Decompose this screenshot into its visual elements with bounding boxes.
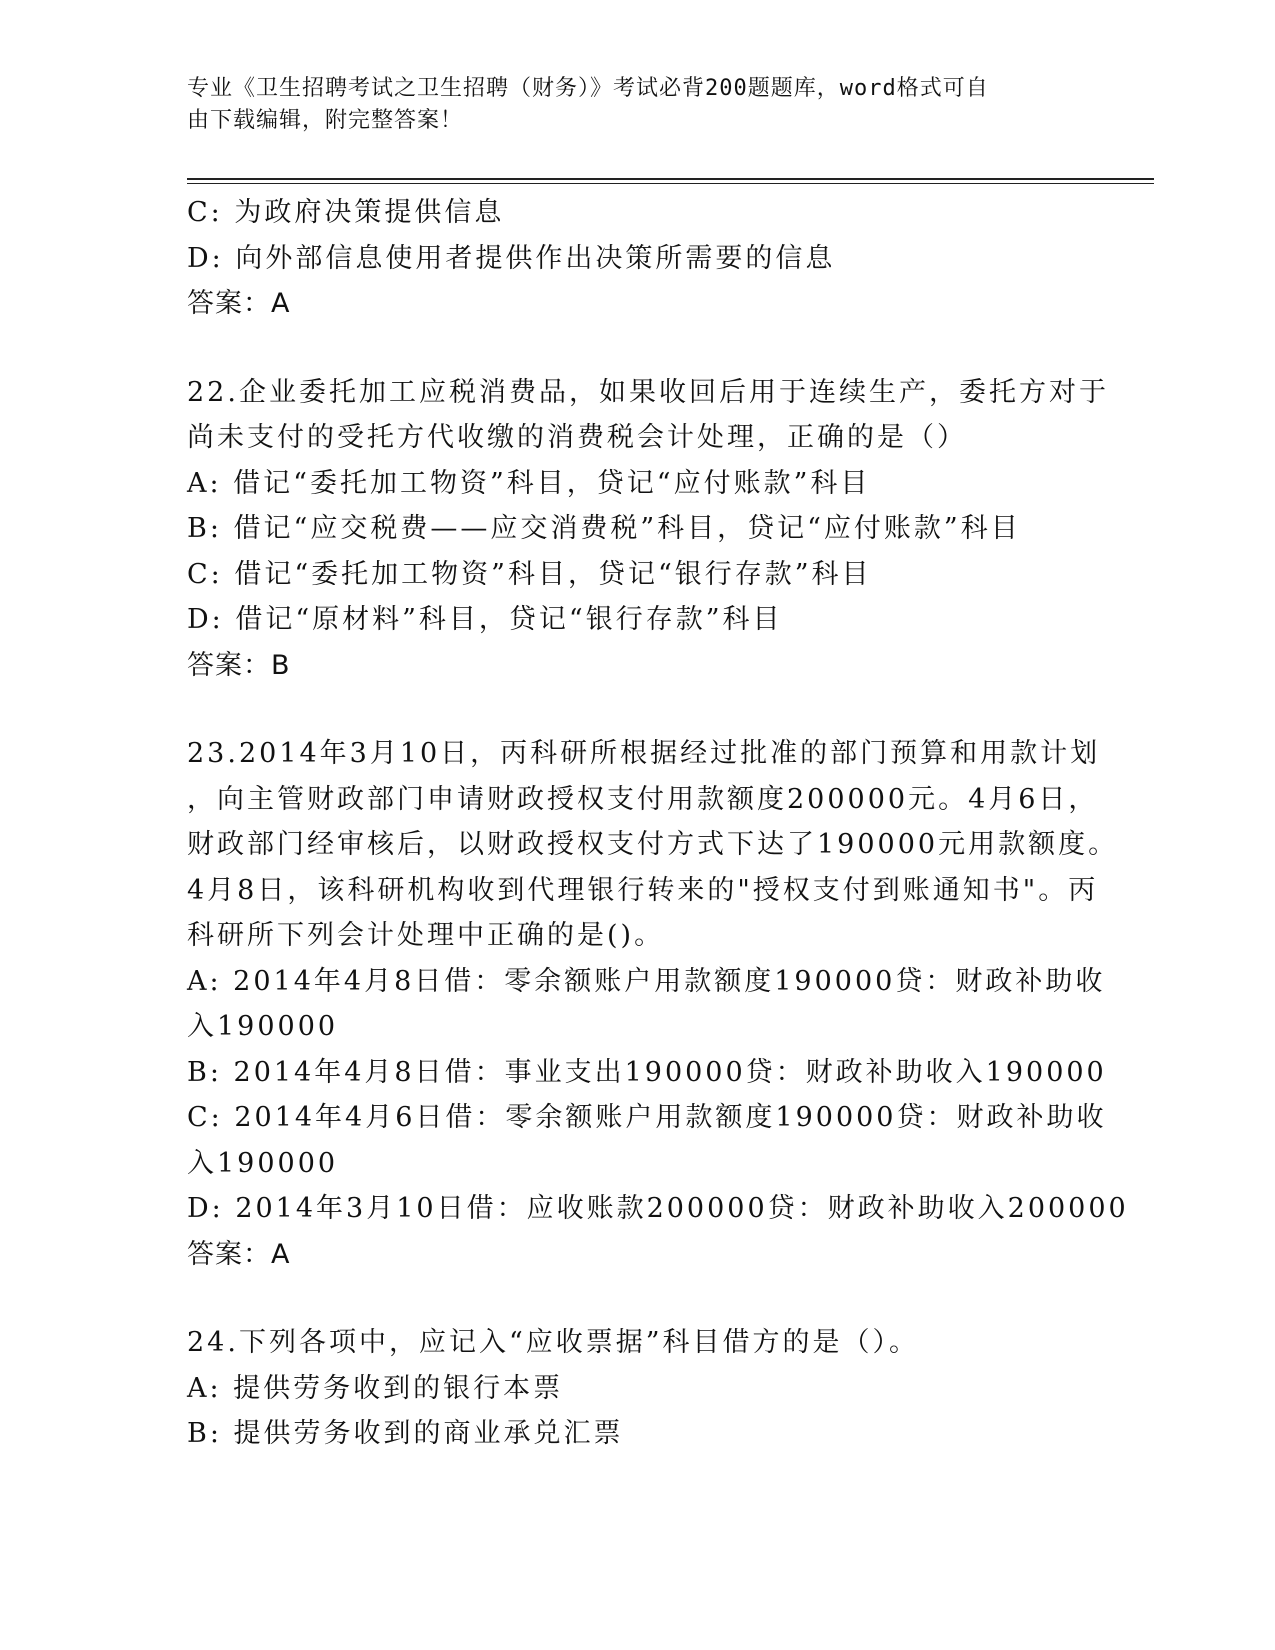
option-c: C: 为政府决策提供信息	[187, 197, 505, 228]
header-line-1: 专业《卫生招聘考试之卫生招聘（财务）》考试必背200题题库，word格式可自	[187, 76, 989, 101]
option-a: A: 借记“委托加工物资”科目，贷记“应付账款”科目	[187, 467, 871, 499]
option-a-continued: 入190000	[187, 1011, 339, 1042]
option-b: B: 2014年4月8日借：事业支出190000贷：财政补助收入190000	[187, 1056, 1107, 1088]
question-stem: ，向主管财政部门申请财政授权支付用款额度200000元。4月6日，	[187, 783, 1099, 815]
option-c: C: 借记“委托加工物资”科目，贷记“银行存款”科目	[187, 558, 872, 590]
question-23	[187, 731, 1129, 1277]
option-b: B: 提供劳务收到的商业承兑汇票	[187, 1418, 624, 1449]
question-stem: 尚未支付的受托方代收缴的消费税会计处理，正确的是（）	[187, 422, 967, 453]
option-c-continued: 入190000	[187, 1147, 339, 1179]
spacer	[187, 327, 1087, 370]
option-d: D: 2014年3月10日借：应收账款200000贷：财政补助收入200000	[187, 1193, 1129, 1224]
question-stem: 22.企业委托加工应税消费品，如果收回后用于连续生产，委托方对于	[187, 376, 1109, 408]
document-header	[187, 73, 1067, 137]
question-stem: 4月8日，该科研机构收到代理银行转来的"授权支付到账通知书"。丙	[187, 874, 1099, 906]
header-line-2: 由下载编辑，附完整答案！	[187, 108, 464, 133]
option-d: D: 借记“原材料”科目，贷记“银行存款”科目	[187, 604, 783, 635]
question-stem: 23.2014年3月10日，丙科研所根据经过批准的部门预算和用款计划	[187, 738, 1101, 769]
option-c: C: 2014年4月6日借：零余额账户用款额度190000贷：财政补助收	[187, 1102, 1107, 1133]
option-d: D: 向外部信息使用者提供作出决策所需要的信息	[187, 242, 836, 274]
question-21	[187, 190, 1087, 327]
answer: 答案：A	[187, 1238, 291, 1270]
spacer	[187, 688, 1087, 731]
question-stem: 科研所下列会计处理中正确的是()。	[187, 920, 665, 951]
answer: 答案：A	[187, 288, 291, 319]
question-stem: 24.下列各项中，应记入“应收票据”科目借方的是（）。	[187, 1327, 920, 1358]
question-22	[187, 370, 1109, 689]
answer: 答案：B	[187, 649, 291, 681]
header-divider	[187, 178, 1154, 184]
question-list	[187, 190, 1129, 1457]
option-a: A: 2014年4月8日借：零余额账户用款额度190000贷：财政补助收	[187, 965, 1106, 997]
question-stem: 财政部门经审核后，以财政授权支付方式下达了190000元用款额度。	[187, 829, 1119, 860]
option-a: A: 提供劳务收到的银行本票	[187, 1372, 564, 1404]
option-b: B: 借记“应交税费——应交消费税”科目，贷记“应付账款”科目	[187, 513, 1021, 544]
question-24	[187, 1320, 1087, 1457]
spacer	[187, 1277, 1087, 1320]
